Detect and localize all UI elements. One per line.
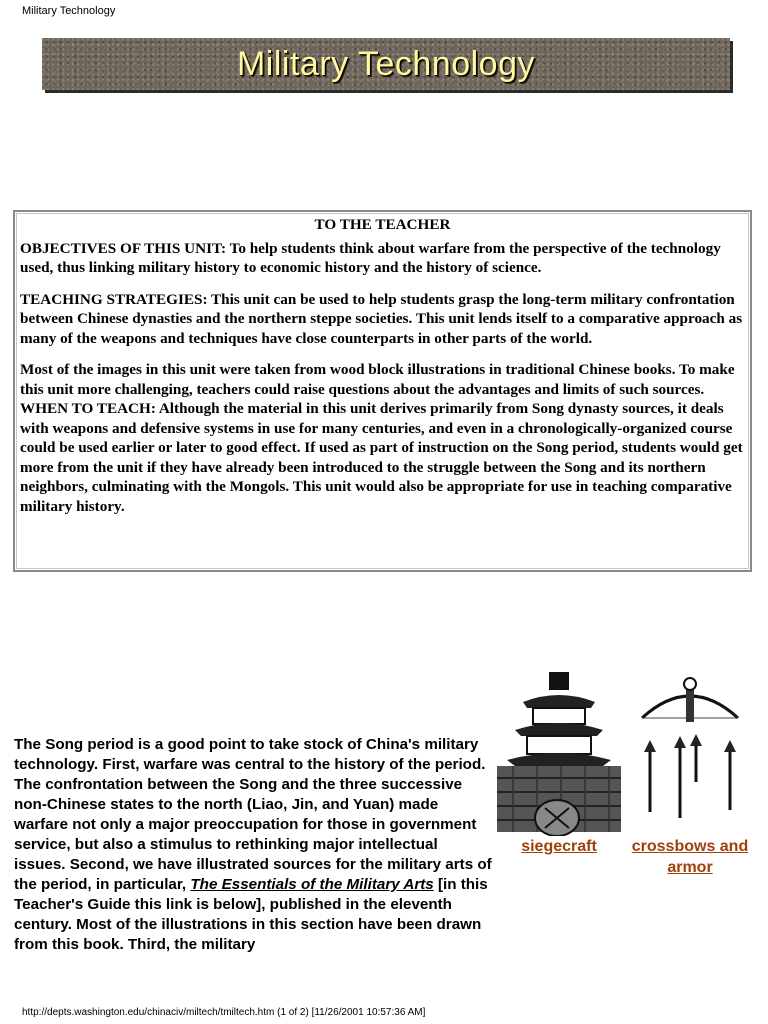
- intro-text-start: The Song period is a good point to take stock of China's military technology. First, warfare was central to the history of the period. The confrontation between the Song and the three successive non-Chinese states to the north (Liao, Jin, and Yuan) made warfare not only a major preoccupation for those in government service, but also a stimulus to rethinking major intellectual issues. Second, we have illustrated sources for the military arts of the period, in particular,: [14, 736, 492, 893]
- teacher-box-heading: TO THE TEACHER: [314, 216, 451, 233]
- source-footer: http://depts.washington.edu/chinaciv/miltech/tmiltech.htm (1 of 2) [11/26/2001 10:57:36 AM]: [22, 1007, 426, 1018]
- intro-text-end: [in this Teacher's Guide this link is below], published in the eleventh century. Most of the illustrations in this section have been drawn from this book. Third, the military: [14, 876, 488, 953]
- teacher-note-box: [13, 210, 752, 572]
- objectives-paragraph: OBJECTIVES OF THIS UNIT: To help students think about warfare from the perspective of the technology used, thus linking military history to economic history and the history of science.: [20, 239, 721, 276]
- essentials-military-arts-link[interactable]: The Essentials of the Military Arts: [190, 876, 434, 893]
- strategies-paragraph: TEACHING STRATEGIES: This unit can be used to help students grasp the long-term military confrontation between Chinese dynasties and the northern steppe societies. This unit lends itself to a comparative approach as many of the weapons and techniques have close counterparts in other parts of the world.: [20, 290, 743, 347]
- running-header: Military Technology: [22, 5, 116, 17]
- siege-tower-icon[interactable]: [493, 668, 625, 836]
- crossbows-armor-link[interactable]: crossbows and armor: [631, 838, 749, 876]
- intro-paragraph: [14, 735, 492, 955]
- siegecraft-thumbnail[interactable]: [492, 668, 626, 857]
- title-banner: [42, 38, 730, 90]
- sources-paragraph: Most of the images in this unit were taken from wood block illustrations in traditional Chinese books. To make this unit more challenging, teachers could raise questions about the advantages and limits of such sources.: [20, 361, 735, 398]
- banner-title: Military Technology: [236, 44, 535, 83]
- when-to-teach-paragraph: WHEN TO TEACH: Although the material in this unit derives primarily from Song dynasty sources, it deals with weapons and defensive systems in use for many centuries, and even in a chronologically-organized course could be used earlier or later to good effect. If used as part of instruction on the Song period, students would get more from the unit if they have already been introduced to the struggle between the Song and its northern neighbors, culminating with the Mongols. This unit would also be appropriate for use in teaching comparative military history.: [20, 400, 743, 515]
- crossbows-armor-thumbnail[interactable]: [628, 672, 752, 878]
- siegecraft-link[interactable]: siegecraft: [521, 838, 597, 855]
- crossbow-icon[interactable]: [630, 672, 750, 836]
